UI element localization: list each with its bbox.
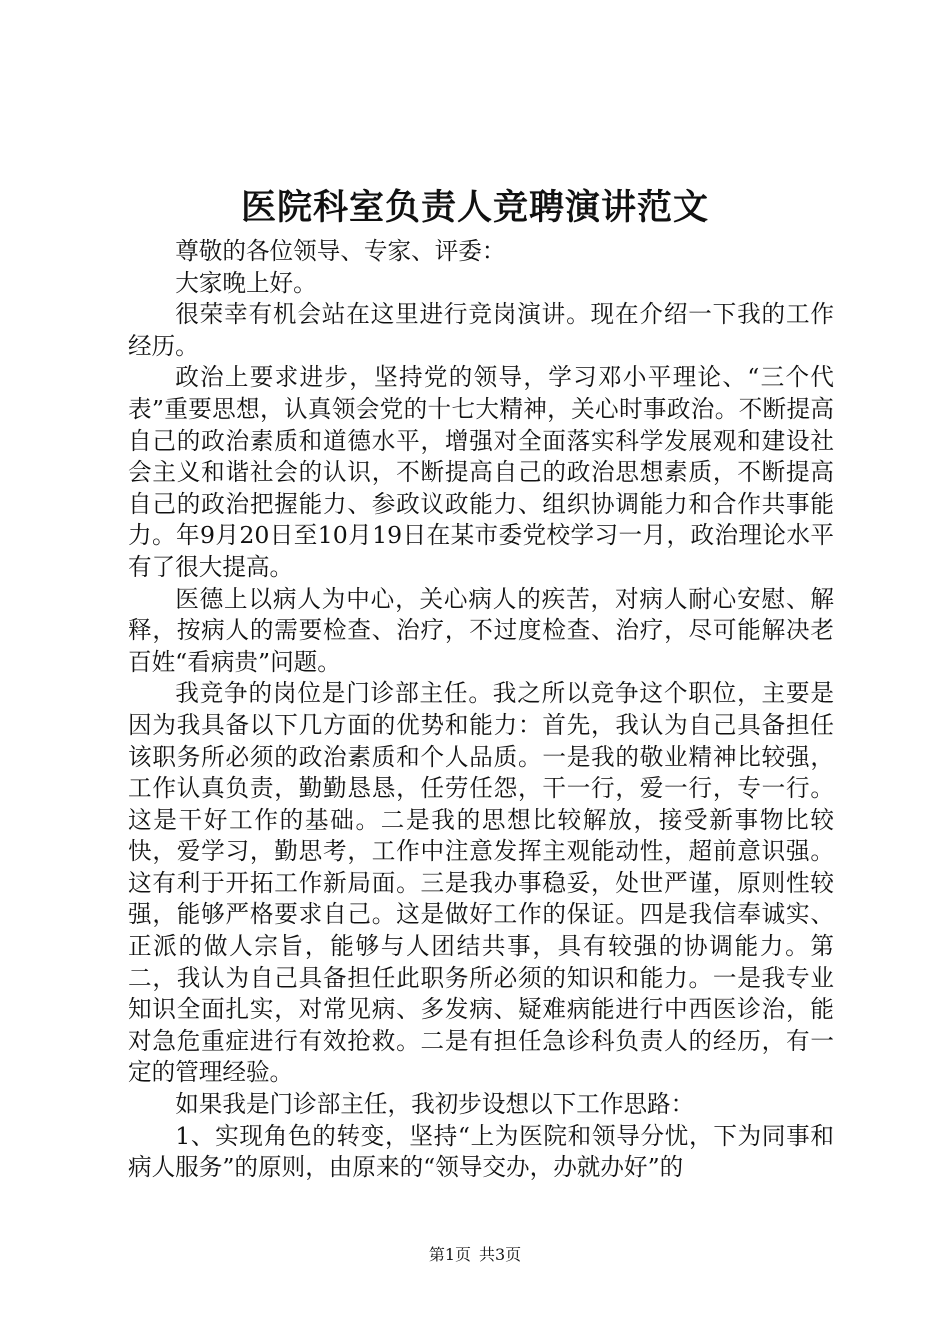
page-number-current: 第1页 (428, 1245, 471, 1264)
paragraph-greeting: 大家晚上好。 (175, 268, 317, 297)
document-body (128, 236, 834, 1184)
paragraph-plan-item-1: 1、实现角色的转变，坚持“上为医院和领导分忧，下为同事和病人服务”的原则，由原来的“领导交办，办就办好”的 (128, 1121, 834, 1182)
paragraph-plan-intro: 如果我是门诊部主任，我初步设想以下工作思路： (175, 1090, 695, 1119)
paragraph-salutation: 尊敬的各位领导、专家、评委： (175, 237, 506, 265)
paragraph-politics: 政治上要求进步，坚持党的领导，学习邓小平理论、“三个代表”重要思想，认真领会党的十七大精神，关心时事政治。不断提高自己的政治素质和道德水平，增强对全面落实科学发展观和建设社会主义和谐社会的认识，不断提高自己的政治思想素质，不断提高自己的政治把握能力、参政议政能力、组织协调能力和合作共事能力。年9月20日至10月19日在某市委党校学习一月，政治理论水平有了很大提高。 (128, 363, 834, 581)
paragraph-qualifications: 我竞争的岗位是门诊部主任。我之所以竞争这个职位，主要是因为我具备以下几方面的优势和能力：首先，我认为自己具备担任该职务所必须的政治素质和个人品质。一是我的敬业精神比较强，工作认真负责，勤勤恳恳，任劳任怨，干一行，爱一行，专一行。这是干好工作的基础。二是我的思想比较解放，接受新事物比较快，爱学习，勤思考，工作中注意发挥主观能动性，超前意识强。这有利于开拓工作新局面。三是我办事稳妥，处世严谨，原则性较强，能够严格要求自己。这是做好工作的保证。四是我信奉诚实、正派的做人宗旨，能够与人团结共事，具有较强的协调能力。第二，我认为自己具备担任此职务所必须的知识和能力。一是我专业知识全面扎实，对常见病、多发病、疑难病能进行中西医诊治，能对急危重症进行有效抢救。二是有担任急诊科负责人的经历，有一定的管理经验。 (128, 679, 834, 1087)
paragraph-intro: 很荣幸有机会站在这里进行竞岗演讲。现在介绍一下我的工作经历。 (128, 300, 834, 360)
page-footer (0, 1245, 950, 1265)
document-title: 医院科室负责人竞聘演讲范文 (240, 187, 709, 228)
page-number-total: 共3页 (479, 1245, 522, 1264)
paragraph-ethics: 医德上以病人为中心，关心病人的疾苦，对病人耐心安慰、解释，按病人的需要检查、治疗，不过度检查、治疗，尽可能解决老百姓“看病贵”问题。 (128, 584, 834, 676)
